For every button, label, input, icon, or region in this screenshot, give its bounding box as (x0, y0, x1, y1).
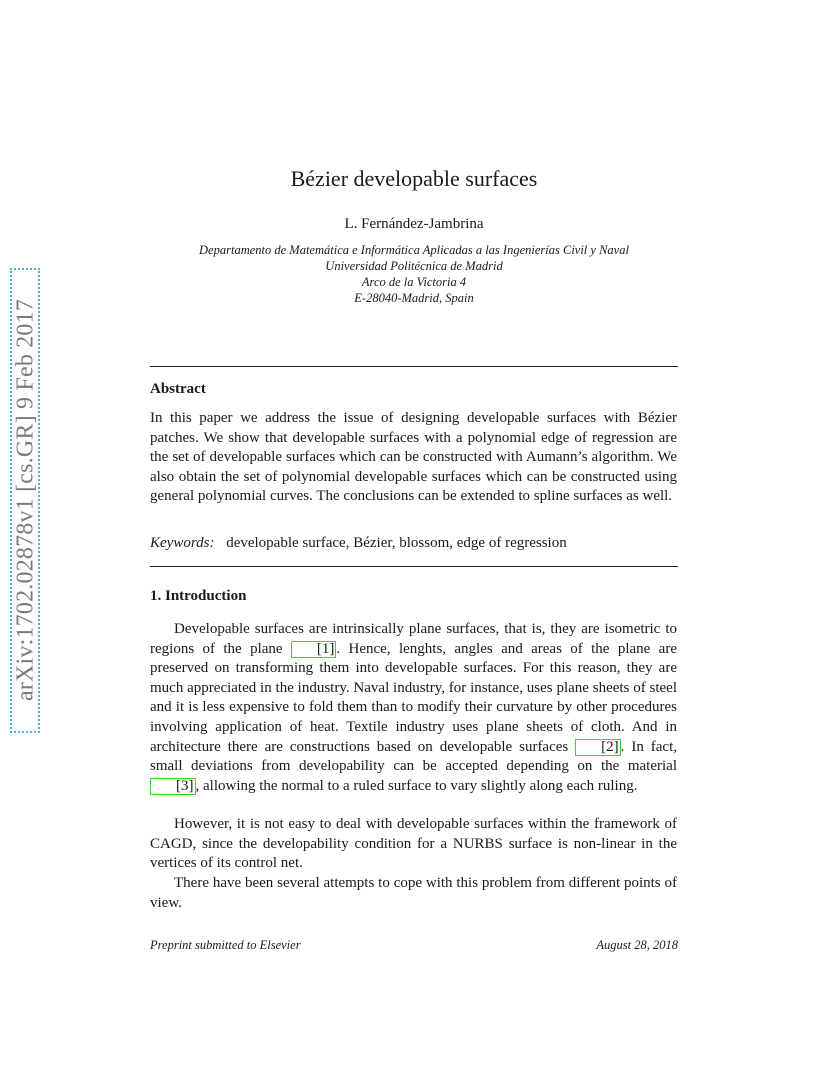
abstract-top-rule (150, 366, 678, 367)
intro-paragraph-1 (150, 620, 677, 796)
intro-paragraph-2: However, it is not easy to deal with developable surfaces within the framework of CAGD, since the developability condition for a NURBS surface is non-linear in the vertices of its control net. (150, 816, 677, 872)
footer-preprint-note: Preprint submitted to Elsevier (150, 938, 301, 952)
affiliation-line-2: Universidad Politécnica de Madrid (325, 259, 503, 273)
affiliation-line-4: E-28040-Madrid, Spain (354, 291, 474, 305)
intro-p1-text-d: , allowing the normal to a ruled surface to vary slightly along each ruling. (195, 777, 638, 794)
arxiv-stamp (6, 268, 46, 733)
keywords (150, 535, 567, 552)
keywords-label: Keywords: (150, 535, 215, 551)
arxiv-identifier[interactable]: arXiv:1702.02878v1 [cs.GR] 9 Feb 2017 (12, 298, 39, 702)
section-heading-introduction: 1. Introduction (150, 588, 247, 604)
citation-link-2[interactable]: [2] (575, 739, 621, 756)
intro-p1-text-c: . In fact, small deviations from developability can be accepted depending on the material (150, 738, 677, 775)
citation-link-3[interactable]: [3] (150, 778, 196, 795)
intro-p1-text-b: . Hence, lenghts, angles and areas of the plane are preserved on transforming them into developable surfaces. For this reason, they are much appreciated in the industry. Naval industry, for instance, uses plane sheets of steel and it is less expensive to fold them than to modify their curvature by other procedures involving application of heat. Textile industry uses plane sheets of cloth. And in architecture there are constructions based on developable surfaces (150, 640, 677, 755)
abstract-bottom-rule (150, 566, 678, 567)
abstract-text: In this paper we address the issue of designing developable surfaces with Bézier patches. We show that developable surfaces with a polynomial edge of regression are the set of developable surfaces which can be constructed with Aumann’s algorithm. We also obtain the set of polynomial developable surfaces which can be constructed using general polynomial curves. The conclusions can be extended to spline surfaces as well. (150, 410, 677, 505)
abstract-heading: Abstract (150, 381, 206, 397)
intro-paragraph-3: There have been several attempts to cope with this problem from different points of view. (150, 875, 677, 911)
intro-p1-text-a: Developable surfaces are intrinsically plane surfaces, that is, they are isometric to regions of the plane (150, 621, 677, 657)
affiliation-line-3: Arco de la Victoria 4 (361, 275, 467, 289)
keywords-text: developable surface, Bézier, blossom, edge of regression (226, 535, 567, 551)
footer-date: August 28, 2018 (596, 938, 678, 952)
affiliation-line-1: Departamento de Matemática e Informática Aplicadas a las Ingenierías Civil y Naval (199, 243, 629, 257)
author-name: L. Fernández-Jambrina (344, 216, 484, 232)
citation-link-1[interactable]: [1] (291, 641, 337, 658)
paper-title: Bézier developable surfaces (290, 166, 538, 191)
